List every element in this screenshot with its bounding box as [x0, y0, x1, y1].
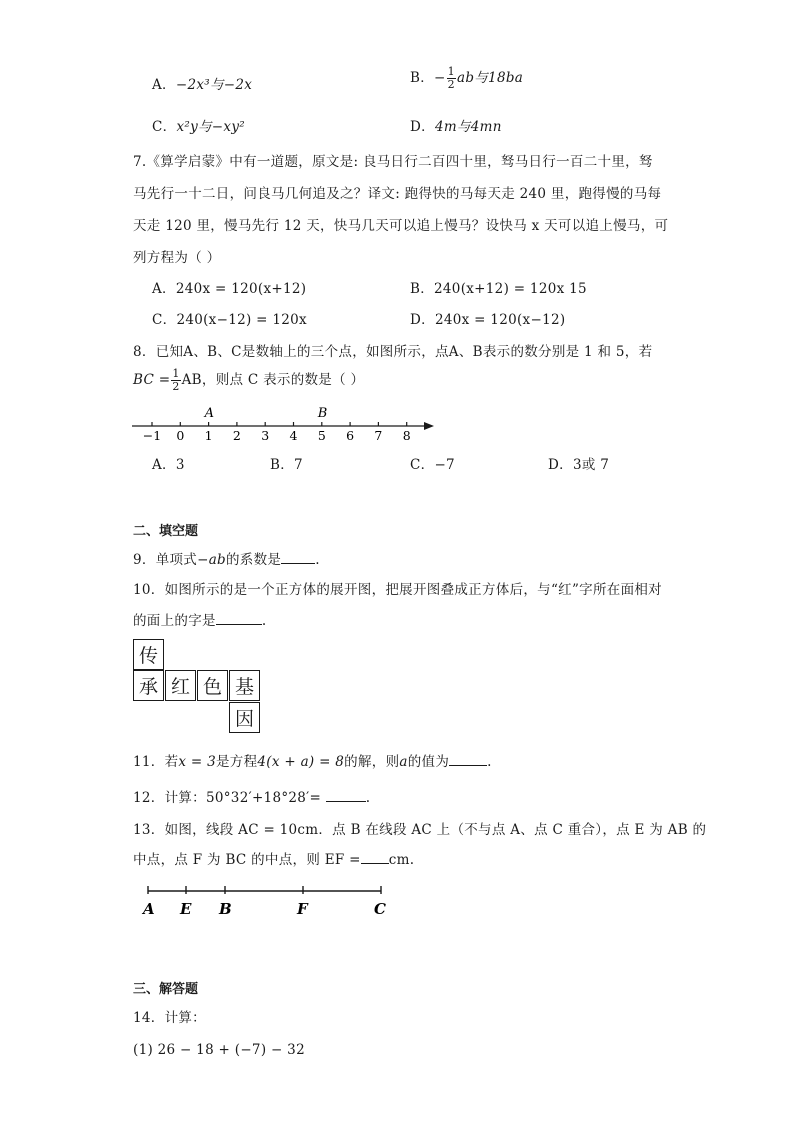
- q8-option-d-label: D．: [548, 457, 573, 473]
- q6-option-a: [152, 73, 252, 93]
- label-e: E: [180, 900, 192, 918]
- q7-option-b-text: 240(x+12) = 120x 15: [434, 281, 587, 297]
- q8-line-1: 8．已知A、B、C是数轴上的三个点，如图所示，点A、B表示的数分别是 1 和 5，若: [133, 344, 653, 360]
- q7-option-a: [152, 277, 306, 297]
- segment-diagram: [138, 880, 398, 920]
- q12: [133, 786, 370, 806]
- q6-frac-num: 1: [447, 65, 455, 78]
- q9-post: 的系数是: [226, 552, 282, 568]
- q6-option-d-text: 4m与4mn: [434, 119, 502, 135]
- q8-option-b-label: B．: [270, 457, 295, 473]
- q6-option-c-text: x²y与−xy²: [176, 119, 245, 135]
- q8-fraction: [171, 368, 180, 393]
- q12-answer-blank[interactable]: [326, 789, 366, 802]
- q14-title: 14．计算：: [133, 1010, 206, 1026]
- q8-option-c: [410, 453, 455, 473]
- q9-answer-blank[interactable]: [281, 551, 315, 564]
- number-line-tick-label: 3: [261, 428, 270, 443]
- q7-option-d: [410, 308, 565, 328]
- q7-option-d-text: 240x = 120(x−12): [434, 312, 566, 328]
- q8-option-d: [548, 453, 609, 473]
- label-f: F: [297, 900, 308, 918]
- q7-option-a-text: 240x = 120(x+12): [175, 281, 307, 297]
- point-b-label: B: [317, 406, 328, 421]
- point-a-label: A: [204, 406, 214, 421]
- q8-number-line: [128, 402, 448, 447]
- q6-option-b-post: ab与18ba: [456, 70, 524, 86]
- q13-answer-blank[interactable]: [361, 851, 389, 864]
- q11-post2: 的值为: [407, 754, 450, 770]
- cube-face-cheng: 承: [133, 670, 164, 701]
- q6-option-c: [152, 115, 245, 135]
- cube-face-se: 色: [197, 670, 228, 701]
- q10-answer-blank[interactable]: [216, 612, 262, 625]
- number-line-tick-label: −1: [142, 428, 162, 443]
- q6-option-a-text: −2x³与−2x: [175, 77, 253, 93]
- q13-end: .: [409, 852, 415, 868]
- q7-line-4: 列方程为（ ）: [133, 250, 221, 266]
- q8-option-a-text: 3: [175, 457, 185, 473]
- q11-answer-blank[interactable]: [449, 753, 487, 766]
- cube-face-hong: 红: [165, 670, 196, 701]
- q11-expr3: a: [399, 754, 408, 770]
- q13-unit: cm: [388, 852, 410, 868]
- q11-pre: 11．若: [133, 754, 179, 770]
- q8-option-a-label: A．: [152, 457, 176, 473]
- section-2-heading: 二、填空题: [133, 524, 199, 539]
- q13-line-2: [133, 848, 414, 868]
- q12-text: 12．计算：50°32′+18°28′=: [133, 790, 322, 806]
- q9: [133, 548, 320, 568]
- q8-bc-expr: BC =: [133, 372, 171, 388]
- q8-line-2: [133, 368, 364, 393]
- q11-mid: 是方程: [216, 754, 258, 770]
- q8-option-b: [270, 453, 303, 473]
- q8-frac-num: 1: [172, 367, 180, 380]
- q6-option-b: [410, 66, 523, 91]
- q7-line-2: 马先行一十二日，问良马几何追及之？译文: 跑得快的马每天走 240 里，跑得慢的马每: [133, 186, 662, 202]
- number-line-tick-label: 7: [374, 428, 383, 443]
- q7-option-c-text: 240(x−12) = 120x: [176, 312, 307, 328]
- q7-option-c-label: C．: [152, 312, 177, 328]
- q6-frac-den: 2: [447, 78, 455, 91]
- number-line-tick-label: 0: [176, 428, 185, 443]
- q6-option-d: [410, 115, 502, 135]
- q7-option-c: [152, 308, 307, 328]
- q10-line-1: 10．如图所示的是一个正方体的展开图，把展开图叠成正方体后，与“红”字所在面相对: [133, 582, 662, 598]
- section-3-heading: 三、解答题: [133, 982, 199, 997]
- q7-option-a-label: A．: [152, 281, 176, 297]
- label-c: C: [374, 900, 386, 918]
- q6-option-a-label: A．: [152, 77, 176, 93]
- q8-line-2-post: AB，则点 C 表示的数是（ ）: [181, 372, 365, 388]
- q8-option-c-label: C．: [410, 457, 435, 473]
- number-line-arrow-icon: [424, 422, 434, 430]
- q7-line-1: 7.《算学启蒙》中有一道题，原文是: 良马日行二百四十里，驽马日行一百二十里，驽: [133, 154, 653, 170]
- q11-end: .: [487, 754, 492, 770]
- number-line-tick-label: 1: [204, 428, 213, 443]
- cube-face-ji: 基: [229, 670, 260, 701]
- q7-option-b-label: B．: [410, 281, 435, 297]
- q9-pre: 9．单项式: [133, 552, 198, 568]
- q10-line-2-text: 的面上的字是: [133, 613, 216, 629]
- q10-end: .: [261, 613, 267, 629]
- q7-line-3: 天走 120 里，慢马先行 12 天，快马几天可以追上慢马？设快马 x 天可以追上慢马，可: [133, 218, 669, 234]
- label-a: A: [143, 900, 155, 918]
- q11-post: 的解，则: [344, 754, 400, 770]
- number-line-tick-label: 2: [232, 428, 241, 443]
- q8-option-d-text: 3或 7: [572, 457, 610, 473]
- q13-line-2-text: 中点，点 F 为 BC 的中点，则 EF =: [133, 852, 361, 868]
- number-line-tick-label: 5: [317, 428, 326, 443]
- q12-end: .: [365, 790, 371, 806]
- q11-expr1: x = 3: [178, 754, 216, 770]
- q11: [133, 750, 492, 770]
- q8-option-a: [152, 453, 185, 473]
- q13-line-1: 13．如图，线段 AC = 10cm．点 B 在线段 AC 上（不与点 A、点 C 重合），点 E 为 AB 的: [133, 822, 707, 838]
- number-line-tick-label: 4: [289, 428, 298, 443]
- q14-part-1: (1) 26 − 18 + (−7) − 32: [133, 1042, 305, 1058]
- q6-option-d-label: D．: [410, 119, 435, 135]
- q9-expr: −ab: [197, 552, 226, 568]
- q6-option-b-label: B．: [410, 70, 435, 86]
- q7-option-d-label: D．: [410, 312, 435, 328]
- q7-option-b: [410, 277, 587, 297]
- q6-option-b-pre: −: [434, 70, 446, 86]
- number-line-tick-label: 8: [402, 428, 411, 443]
- cube-face-yin: 因: [229, 702, 260, 733]
- q6-option-b-fraction: [447, 66, 456, 91]
- q8-option-b-text: 7: [294, 457, 303, 473]
- q10-line-2: [133, 609, 266, 629]
- q6-option-c-label: C．: [152, 119, 177, 135]
- cube-face-chuan: 传: [133, 639, 164, 670]
- q9-end: .: [315, 552, 320, 568]
- cube-net: [133, 639, 263, 734]
- q8-frac-den: 2: [172, 380, 180, 393]
- q8-option-c-text: −7: [434, 457, 455, 473]
- label-b: B: [219, 900, 232, 918]
- number-line-tick-label: 6: [346, 428, 355, 443]
- q11-expr2: 4(x + a) = 8: [257, 754, 345, 770]
